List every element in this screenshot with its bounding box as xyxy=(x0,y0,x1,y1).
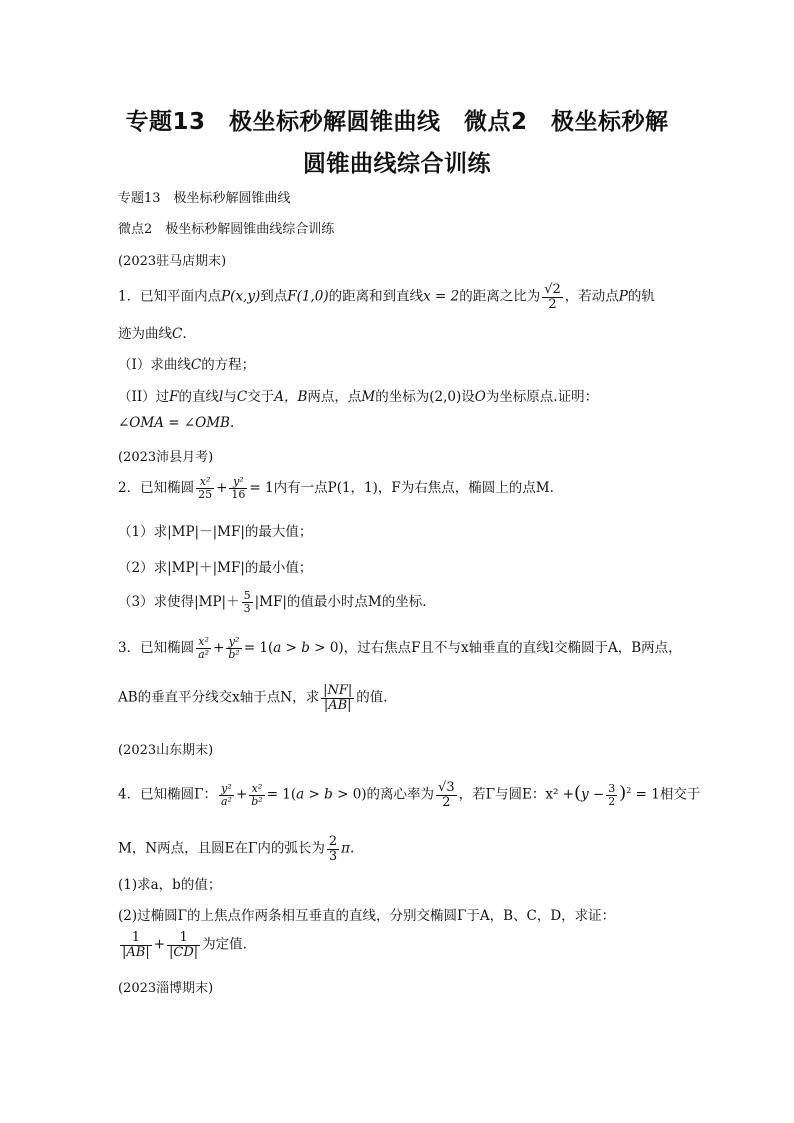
p2-eq-x-num: x² xyxy=(196,476,214,489)
p2-eq-term-x xyxy=(196,476,214,500)
p4-q3-den1: |AB| xyxy=(122,944,150,960)
problem-1-q1 xyxy=(118,353,255,373)
p3-text: 的值. xyxy=(356,689,388,706)
p3-ratio-num: |NF| xyxy=(323,683,353,698)
p3-y-den: b² xyxy=(228,648,240,661)
p3-ratio-fraction xyxy=(321,684,354,712)
source-label-1: (2023驻马店期末) xyxy=(118,254,227,269)
problem-2-q3 xyxy=(118,590,427,615)
p4-ecc-num: √3 xyxy=(438,780,455,795)
problem-4-q2: (2)过椭圆Γ的上焦点作两条相互垂直的直线，分别交椭圆Γ于A，B、C，D，求证： xyxy=(118,908,616,924)
p4-ecc-fraction xyxy=(436,781,457,809)
p1-ratio-num: √2 xyxy=(544,282,561,297)
problem-4-line-1: 4．已知椭圆Γ： $\frac{\text{y²}}{\text{a²}}$ + $\frac{\text{x²}}{\text{b²}}$ = 1(a > b > 0)的离心率为 $\frac{√3}{2}$ ，若Γ与圆E：x² +(y − $\frac{3}{2}$ )$^2$ = 1相交于 xyxy=(118,780,701,810)
p1-q2-text: 两点，点 xyxy=(307,389,362,405)
source-label-2: (2023沛县月考) xyxy=(118,450,214,465)
p4-x-den: b² xyxy=(251,794,263,808)
problem-4-q3: $\frac{1}{|AB|}$ + $\frac{1}{|CD|}$ 为定值. xyxy=(122,930,247,960)
p1-focus: F(1,0) xyxy=(287,288,329,305)
p4-arc-den: 3 xyxy=(328,848,338,864)
problem-4-q1: (1)求a，b的值； xyxy=(118,877,222,893)
p3-x-num: x² xyxy=(196,636,211,649)
p4-x-num: x² xyxy=(249,783,264,796)
p3-eq-term-x xyxy=(196,636,211,660)
p1-q2-o: O xyxy=(474,389,486,405)
p4-y-den: a² xyxy=(220,794,232,808)
p1-text: . xyxy=(182,326,187,342)
subtopic-header: 微点2 极坐标秒解圆锥曲线综合训练 xyxy=(118,222,335,237)
p2-q3-text: |MF|的值最小时点M的坐标. xyxy=(254,594,427,610)
page-title-line-1: 专题13 极坐标秒解圆锥曲线 微点2 极坐标秒解 xyxy=(125,109,669,135)
p1-q2-text: 的直线 xyxy=(178,389,220,405)
problem-2-q2: （2）求|MP|＋|MF|的最小值； xyxy=(118,560,313,576)
p1-c: C xyxy=(172,326,183,342)
p1-point: P(x,y) xyxy=(221,288,261,305)
p2-eq-y-den: 16 xyxy=(231,488,246,501)
p4-text: π. xyxy=(341,840,355,857)
p1-q2-f: F xyxy=(169,389,179,405)
p1-text: 的轨 xyxy=(627,288,655,305)
p1-text: 迹为曲线 xyxy=(118,326,172,342)
p4-eq-term-x xyxy=(249,783,264,807)
p3-eq-term-y xyxy=(226,636,241,660)
p2-q3-den: 3 xyxy=(243,602,251,615)
p1-q2-text: 的坐标为(2,0)设 xyxy=(375,389,475,405)
p2-text: 2．已知椭圆 xyxy=(118,480,195,496)
p4-text: M，N两点，且圆E在Γ内的弧长为 xyxy=(118,840,325,857)
p4-circle-close: ) xyxy=(619,782,627,804)
p1-ratio-fraction xyxy=(542,283,563,311)
p1-q2-c: C xyxy=(236,389,248,405)
p1-q1-text: （I）求曲线 xyxy=(118,357,191,373)
p2-q3-fraction xyxy=(242,590,253,614)
p2-q3-text: （3）求使得|MP|＋ xyxy=(118,594,240,610)
p2-eq-x-den: 25 xyxy=(198,488,213,501)
p1-q2-l: l xyxy=(219,389,224,405)
problem-2-q1: （1）求|MP|－|MF|的最大值； xyxy=(118,524,313,540)
topic-header: 专题13 极坐标秒解圆锥曲线 xyxy=(118,191,291,206)
problem-3-line-1: 3．已知椭圆 $\frac{\text{x²}}{\text{a²}}$ + $\frac{\text{y²}}{\text{b²}}$ = 1(a > b > 0)，过右焦点F且不与x轴垂直的直线l交椭圆于A，B两点， xyxy=(118,635,682,661)
p3-x-den: a² xyxy=(198,648,210,661)
p2-q3-num: 5 xyxy=(243,589,251,603)
p4-q3-fraction-2 xyxy=(167,931,200,959)
p3-text: 3．已知椭圆 xyxy=(118,640,195,656)
page-title-line-2: 圆锥曲线综合训练 xyxy=(303,151,491,177)
p4-q3-num2: 1 xyxy=(167,931,200,946)
p1-angle-eq: ∠OMA = ∠OMB xyxy=(118,415,230,431)
p4-ecc-den: 2 xyxy=(442,794,451,810)
p2-eq-term-y xyxy=(229,476,247,500)
p3-eq-rhs: = 1(a > b > 0) xyxy=(243,640,344,656)
problem-1-line-2 xyxy=(118,322,187,342)
p1-q2-end: . xyxy=(229,415,235,431)
p4-arc-num: 2 xyxy=(328,834,338,849)
p1-p: P xyxy=(618,288,628,305)
p1-q2-text: 交于 xyxy=(247,389,275,405)
p1-q1-end: 的方程； xyxy=(201,357,256,373)
p2-eq-rhs: = 1 xyxy=(249,480,274,496)
p1-text: 到点 xyxy=(260,288,288,305)
p1-ratio-den: 2 xyxy=(548,296,557,312)
p3-text: ，过右焦点F且不与x轴垂直的直线l交椭圆于A，B两点， xyxy=(343,640,682,656)
p4-eq-rhs: = 1(a > b > 0) xyxy=(266,786,367,803)
p4-text: ，若Γ与圆E：x² + xyxy=(458,786,574,803)
p4-circle-num: 3 xyxy=(608,782,616,796)
p1-q1-c: C xyxy=(190,357,202,373)
p4-y-num: y² xyxy=(219,783,234,796)
p4-q3-fraction-1 xyxy=(120,931,152,959)
p1-text: 的距离之比为 xyxy=(459,288,541,305)
source-label-4: (2023淄博期末) xyxy=(118,981,214,996)
p2-eq-y-num: y² xyxy=(229,476,247,489)
problem-4-line-2 xyxy=(118,835,354,863)
p4-text: 相交于 xyxy=(659,786,701,803)
p1-text: 的距离和到直线 xyxy=(328,288,424,305)
p1-text: ，若动点 xyxy=(564,288,619,305)
problem-2-line-1: 2．已知椭圆 $\frac{\text{x²}}{25}$ + $\frac{\text{y²}}{16}$ = 1内有一点P(1，1)，F为右焦点，椭圆上的点M. xyxy=(118,475,554,501)
p4-circle-fraction xyxy=(606,783,617,807)
p4-text: 的离心率为 xyxy=(366,786,435,803)
p1-q2-text: （II）过 xyxy=(118,389,170,405)
p4-q3-num1: 1 xyxy=(120,931,152,946)
p4-circle-term: ( xyxy=(573,782,581,804)
p1-q2-text: 与 xyxy=(223,389,237,405)
p4-circle-den: 2 xyxy=(608,794,616,808)
p3-ratio-den: |AB| xyxy=(323,697,352,713)
source-label-3: (2023山东期末) xyxy=(118,743,214,758)
p4-eq-term-y xyxy=(219,783,234,807)
p4-q3-text: 为定值. xyxy=(202,936,247,953)
p4-arc-fraction xyxy=(327,835,339,863)
p1-text: 1．已知平面内点 xyxy=(118,288,222,305)
p1-q2-text: 为坐标原点.证明： xyxy=(485,389,599,405)
p3-y-num: y² xyxy=(226,636,241,649)
p2-text: 内有一点P(1，1)，F为右焦点，椭圆上的点M. xyxy=(273,480,554,496)
problem-1-line-1 xyxy=(118,283,655,311)
p4-text: 4．已知椭圆Γ： xyxy=(118,786,217,803)
p1-line-eq: x = 2 xyxy=(423,288,460,305)
p1-q2-m: M xyxy=(361,389,376,405)
p4-q3-den2: |CD| xyxy=(169,944,199,960)
p1-q2-ab: A，B xyxy=(274,389,308,405)
p3-text: AB的垂直平分线交x轴于点N，求 xyxy=(118,689,320,706)
problem-3-line-2 xyxy=(118,684,388,712)
problem-1-q2 xyxy=(118,385,598,405)
problem-1-q2-cont xyxy=(118,415,234,431)
